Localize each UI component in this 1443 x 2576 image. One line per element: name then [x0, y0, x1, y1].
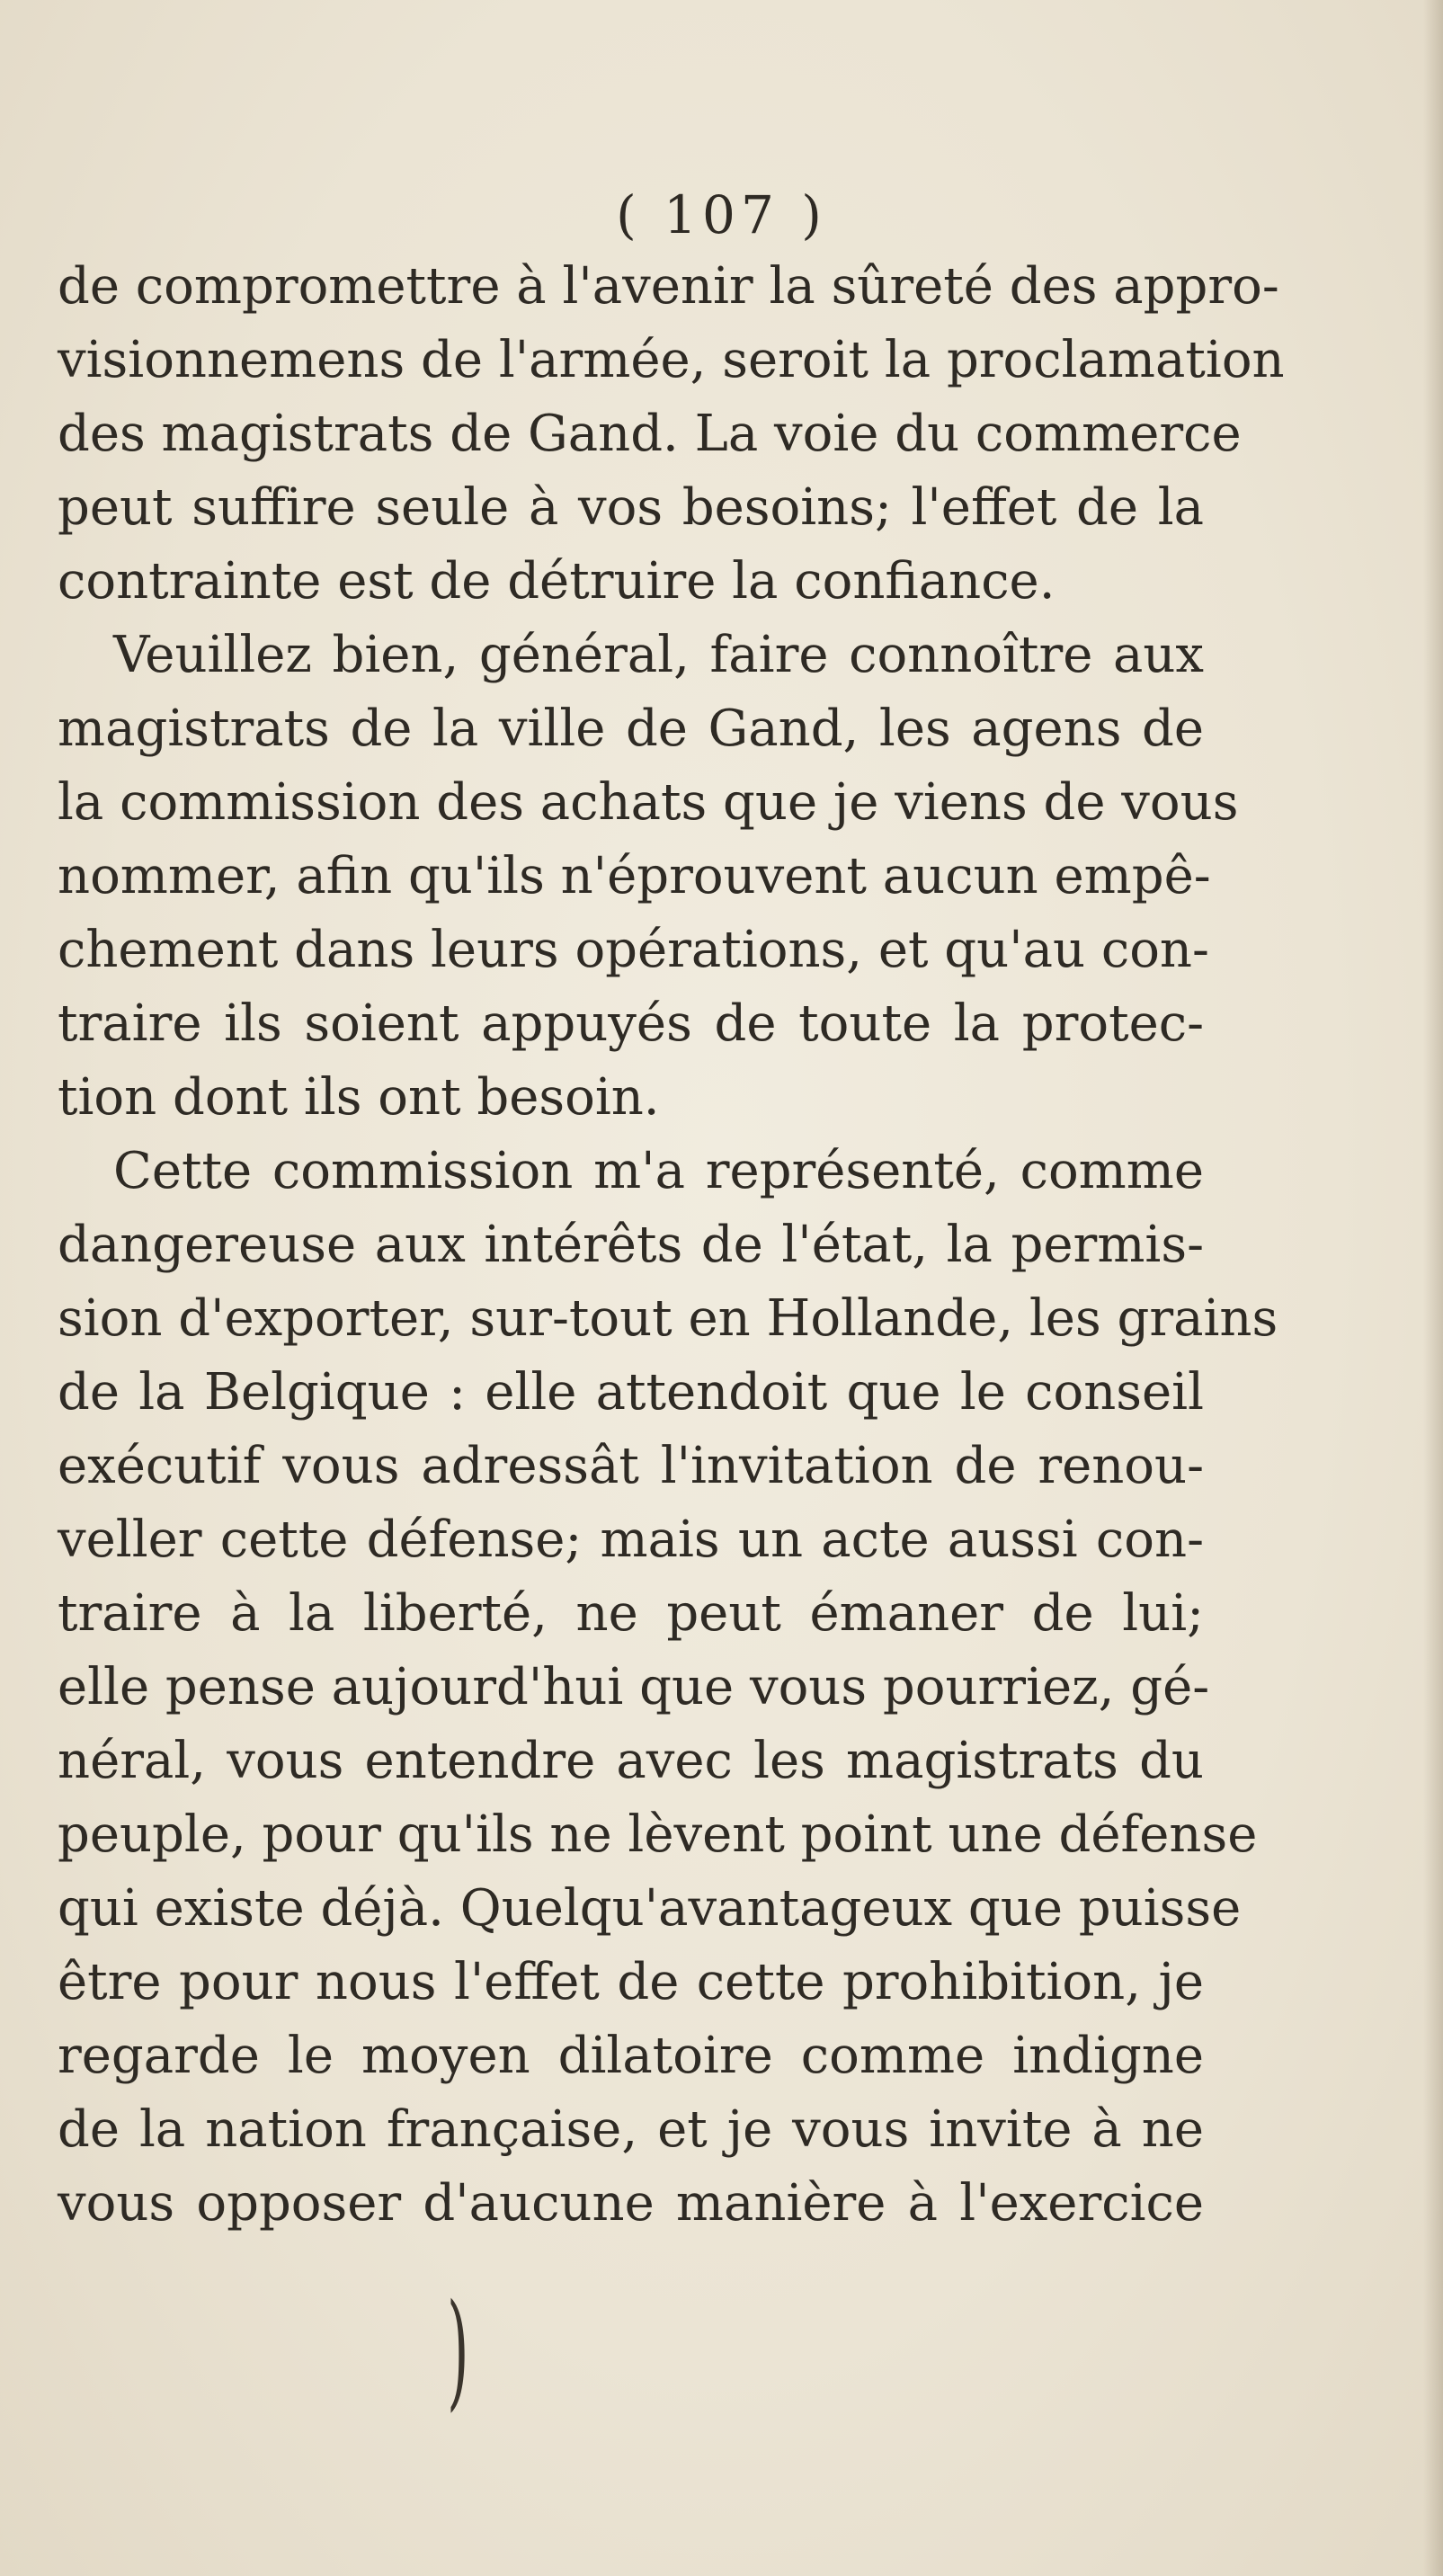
text-line: peuple, pour qu'ils ne lèvent point une défense: [58, 1805, 1258, 1864]
text-line: peut suffire seule à vos besoins; l'effet de la: [58, 478, 1204, 537]
text-line: elle pense aujourd'hui que vous pourriez, gé-: [58, 1658, 1210, 1716]
paragraph: [58, 250, 1285, 619]
text-line: tion dont ils ont besoin.: [58, 1068, 660, 1127]
text-line: chement dans leurs opérations, et qu'au con-: [58, 921, 1209, 979]
text-line: veller cette défense; mais un acte aussi con-: [58, 1511, 1204, 1569]
text-line: dangereuse aux intérêts de l'état, la permis-: [58, 1216, 1204, 1274]
bottom-bracket-mark: ): [447, 2277, 469, 2424]
text-line: visionnemens de l'armée, seroit la proclamation: [58, 331, 1285, 389]
text-line: Veuillez bien, général, faire connoître aux: [113, 626, 1204, 684]
text-line: de la nation française, et je vous invite à ne: [58, 2100, 1204, 2159]
text-line: regarde le moyen dilatoire comme indigne: [58, 2027, 1204, 2085]
text-line: magistrats de la ville de Gand, les agens de: [58, 700, 1204, 758]
paragraph: [58, 1135, 1278, 2241]
text-line: traire à la liberté, ne peut émaner de lui;: [58, 1584, 1204, 1643]
text-line: sion d'exporter, sur-tout en Hollande, les grains: [58, 1289, 1278, 1348]
text-line: nommer, afin qu'ils n'éprouvent aucun empê-: [58, 847, 1211, 905]
text-line: de la Belgique : elle attendoit que le conseil: [58, 1363, 1204, 1422]
text-line: des magistrats de Gand. La voie du commerce: [58, 405, 1242, 463]
text-line: être pour nous l'effet de cette prohibition, je: [58, 1953, 1204, 2011]
page-number: ( 107 ): [616, 184, 827, 245]
page-edge-shadow: [1423, 0, 1443, 2576]
text-line: de compromettre à l'avenir la sûreté des appro-: [58, 257, 1279, 316]
text-line: la commission des achats que je viens de vous: [58, 773, 1239, 832]
text-line: Cette commission m'a représenté, comme: [113, 1142, 1204, 1200]
text-line: qui existe déjà. Quelqu'avantageux que puisse: [58, 1879, 1242, 1938]
paragraph: [58, 619, 1239, 1135]
text-line: contrainte est de détruire la confiance.: [58, 552, 1056, 611]
text-line: traire ils soient appuyés de toute la protec-: [58, 994, 1204, 1053]
body-text: [58, 250, 1285, 2241]
text-line: exécutif vous adressât l'invitation de renou-: [58, 1437, 1204, 1495]
text-line: vous opposer d'aucune manière à l'exercice: [58, 2174, 1204, 2233]
text-line: néral, vous entendre avec les magistrats du: [58, 1732, 1204, 1790]
